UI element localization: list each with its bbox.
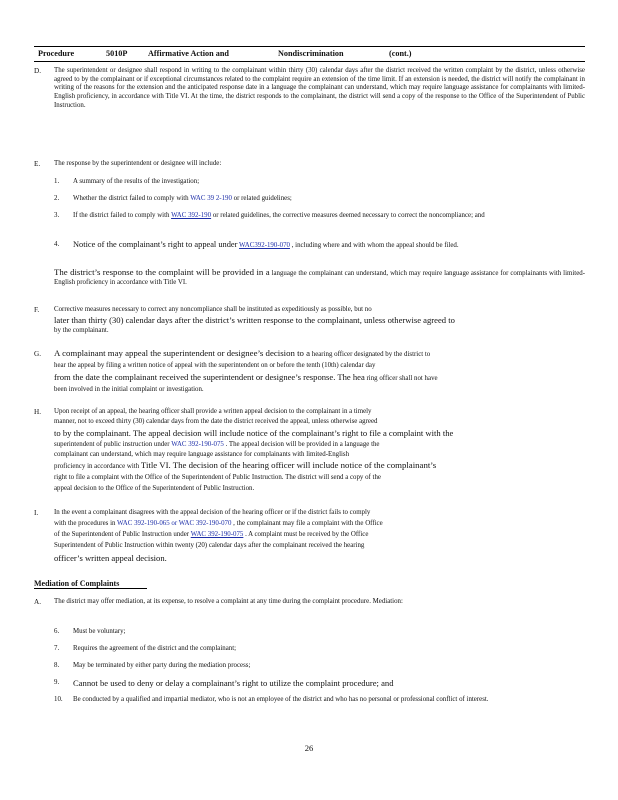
wac-392-190-065-link[interactable]: WAC 392-190-065: [117, 520, 170, 527]
item-e-sub3-num: 3.: [54, 212, 60, 219]
mediation-a-text: The district may offer mediation, at its expense, to resolve a complaint at any time during the complaint procedure. Mediation:: [54, 598, 403, 605]
item-i-line3: [54, 531, 585, 540]
item-f-line3: by the complainant.: [54, 327, 109, 334]
item-g-line4: been involved in the initial complaint or investigation.: [54, 386, 204, 393]
page-number: 26: [304, 743, 314, 753]
wac-392-190-070-link[interactable]: WAC392-190-070: [239, 242, 290, 249]
header-number: 5010P: [106, 49, 128, 58]
item-e-sub2-pre: Whether the district failed to comply with: [73, 195, 189, 202]
item-h-line5: complainant can understand, which may require language assistance for complainants with limited-English: [54, 451, 350, 458]
item-h-line1: Upon receipt of an appeal, the hearing officer shall provide a written appeal decision to the complainant in a timely: [54, 408, 372, 415]
item-i-line4: Superintendent of Public Instruction within twenty (20) calendar days after the complainant received the hearing: [54, 542, 365, 549]
item-e-sub2-num: 2.: [54, 195, 60, 202]
item-e-label: E.: [34, 160, 41, 168]
item-i-line2-post: , the complainant may file a complaint with the Office: [233, 520, 383, 527]
item-h-line4-post: . The appeal decision will be provided in a language the: [225, 441, 380, 448]
mediation-10-num: 10.: [54, 696, 63, 703]
item-e-intro: The response by the superintendent or designee will include:: [54, 160, 222, 167]
procedure-header: [34, 46, 585, 62]
item-g-line3-rest: ring officer shall not have: [366, 375, 438, 382]
mediation-7: Requires the agreement of the district and the complainant;: [73, 645, 237, 652]
mediation-9-num: 9.: [54, 679, 60, 686]
wac-392-190-075-link-2[interactable]: WAC 392-190-075: [190, 531, 244, 538]
item-i-line3-post: . A complaint must be received by the Office: [245, 531, 369, 538]
item-f-label: F.: [34, 306, 40, 314]
item-i-line2-pre: with the procedures in: [54, 520, 116, 527]
item-g-line1: [54, 349, 585, 360]
item-g-line3: [54, 373, 585, 384]
item-f-line1: Corrective measures necessary to correct any noncompliance shall be instituted as expeditiously as possible, but no: [54, 306, 372, 313]
header-title-2: Nondiscrimination: [278, 49, 344, 58]
item-i-line1: In the event a complainant disagrees with the appeal decision of the hearing officer or if the district fails to comply: [54, 509, 371, 516]
mediation-6: Must be voluntary;: [73, 628, 126, 635]
item-d-text: The superintendent or designee shall respond in writing to the complainant within thirty (30) calendar days after the district received the written complaint by the district, unless otherwise agreed to by the complainant or if exceptional circumstances related to the complaint require an extension of the time limit. If an extension is needed, the district will notify the complainant in writing of the reasons for the extension and the anticipated response date in a language the complainant can understand, which may require language assistance for complainants with limited-English proficiency, in accordance with Title VI. At the time, the district responds to the complainant, the district will send a copy of the response to the Office of the Superintendent of Public Instruction.: [54, 67, 585, 109]
wac-392-190-075-link[interactable]: WAC 392-190-075: [171, 441, 224, 448]
item-d-label: D.: [34, 67, 41, 75]
item-g-label: G.: [34, 350, 41, 358]
mediation-6-num: 6.: [54, 628, 60, 635]
item-g-line3-big: from the date the complainant received the superintendent or designee’s response. The hea: [54, 372, 365, 382]
item-h-line6: [54, 461, 585, 472]
item-e-closing: [54, 268, 585, 287]
item-e-sub3: [73, 212, 585, 221]
item-e-sub1-num: 1.: [54, 178, 60, 185]
item-e-sub4: [73, 241, 585, 251]
item-e-sub2: [73, 195, 585, 204]
item-h-line4-pre: superintendent of public instruction under: [54, 441, 170, 448]
header-procedure: Procedure: [38, 49, 75, 58]
item-h-line6-big: Title VI. The decision of the hearing officer will include notice of the complainant’s: [140, 460, 437, 470]
item-h-line3: to by the complainant. The appeal decision will include notice of the complainant’s right to file a complaint with the: [54, 428, 454, 438]
mediation-7-num: 7.: [54, 645, 60, 652]
item-h-line8: appeal decision to the Office of the Superintendent of Public Instruction.: [54, 485, 255, 492]
item-i-line2-or: or: [171, 520, 178, 527]
item-e-sub3-post: or related guidelines, the corrective measures deemed necessary to correct the noncompliance; and: [212, 212, 485, 219]
wac-392-190-link[interactable]: WAC 39 2-190: [190, 195, 232, 202]
item-i-line5: officer’s written appeal decision.: [54, 553, 167, 563]
item-h-line4: [54, 441, 585, 450]
item-e-closing-big: The district’s response to the complaint will be provided in a: [54, 267, 270, 277]
wac-392-190-link-2[interactable]: WAC 392-190: [171, 212, 212, 219]
item-i-label: I.: [34, 509, 39, 517]
wac-392-190-070-link-2[interactable]: WAC 392-190-070: [178, 520, 232, 527]
item-i-line2: [54, 520, 585, 529]
item-g-line1-rest: hearing officer designated by the district to: [311, 351, 431, 358]
item-e-sub4-num: 4.: [54, 241, 60, 248]
item-f-line2: later than thirty (30) calendar days after the district’s written response to the complainant, unless otherwise agreed to: [54, 315, 455, 325]
item-h-line2: manner, not to exceed thirty (30) calendar days from the date the district received the appeal, unless otherwise agreed: [54, 418, 378, 425]
mediation-8: May be terminated by either party during the mediation process;: [73, 662, 251, 669]
header-cont: (cont.): [389, 49, 412, 58]
mediation-8-num: 8.: [54, 662, 60, 669]
item-e-sub3-pre: If the district failed to comply with: [73, 212, 170, 219]
item-e-sub2-post: or related guidelines;: [233, 195, 292, 202]
mediation-10: Be conducted by a qualified and impartial mediator, who is not an employee of the district and who has no personal or professional conflict of interest.: [73, 696, 489, 703]
item-g-line1-big: A complainant may appeal the superintendent or designee’s decision to a: [54, 348, 311, 358]
item-e-sub1: A summary of the results of the investigation;: [73, 178, 200, 185]
item-e-sub4-post: , including where and with whom the appeal should be filed.: [291, 242, 459, 249]
item-e-closing-rest: language the complainant can understand, which may require language assistance for complainants with limited-English proficiency in accordance with Title VI.: [54, 270, 585, 286]
item-h-label: H.: [34, 408, 41, 416]
item-h-line7: right to file a complaint with the Office of the Superintendent of Public Instruction. The district will send a copy of the: [54, 474, 381, 481]
header-title-1: Affirmative Action and: [148, 49, 229, 58]
item-h-line6-pre: proficiency in accordance with: [54, 463, 140, 470]
mediation-9: Cannot be used to deny or delay a complainant’s right to utilize the complaint procedure; and: [73, 678, 394, 688]
item-i-line3-pre: of the Superintendent of Public Instruction under: [54, 531, 190, 538]
mediation-a-label: A.: [34, 598, 41, 606]
item-e-sub4-pre: Notice of the complainant’s right to appeal under: [73, 240, 238, 249]
mediation-heading: Mediation of Complaints: [34, 579, 147, 589]
item-g-line2: hear the appeal by filing a written notice of appeal with the superintendent on or before the tenth (10th) calendar day: [54, 362, 376, 369]
